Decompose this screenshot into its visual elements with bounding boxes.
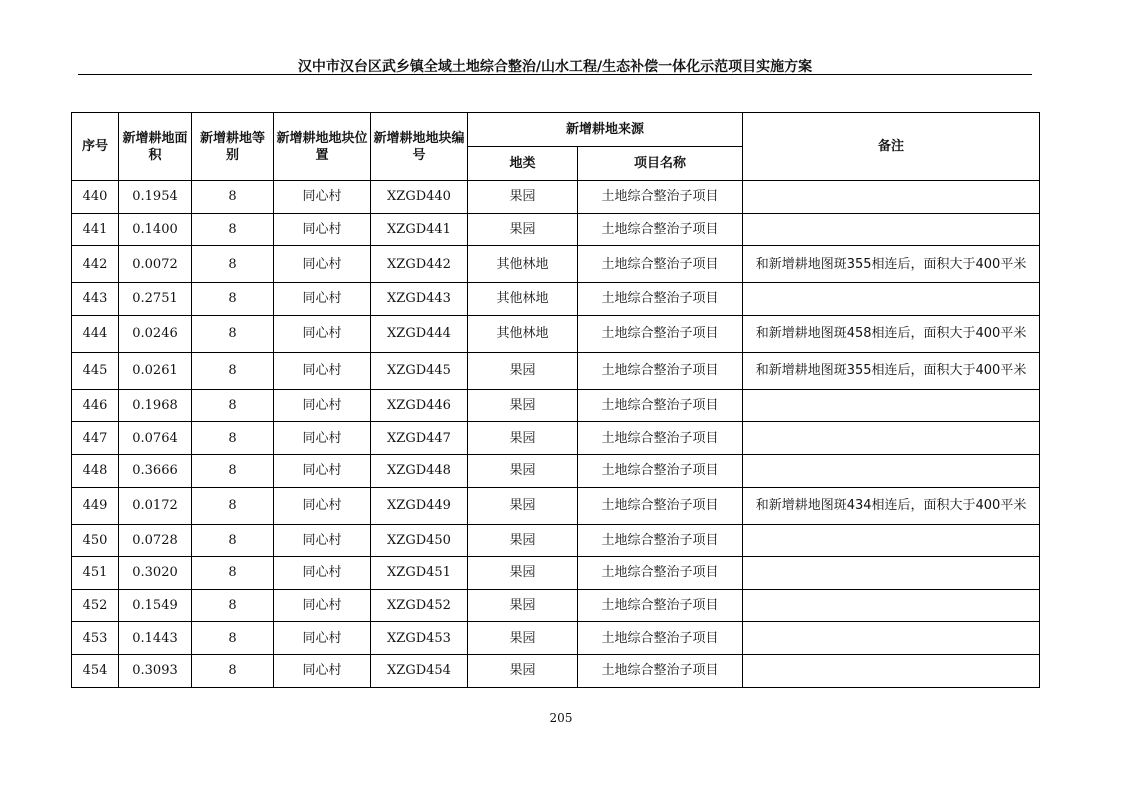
cell-remark [743, 422, 1040, 455]
cell-grade: 8 [192, 622, 274, 655]
cell-grade: 8 [192, 524, 274, 557]
cell-area: 0.1400 [119, 213, 192, 246]
cell-area: 0.0072 [119, 246, 192, 283]
cell-location: 同心村 [274, 422, 371, 455]
cell-location: 同心村 [274, 213, 371, 246]
cell-code: XZGD443 [371, 283, 468, 316]
cell-land-type: 果园 [468, 454, 578, 487]
header-code: 新增耕地地块编号 [371, 113, 468, 181]
cell-code: XZGD452 [371, 589, 468, 622]
cell-code: XZGD441 [371, 213, 468, 246]
cell-remark [743, 283, 1040, 316]
cell-grade: 8 [192, 181, 274, 214]
cell-location: 同心村 [274, 487, 371, 524]
cell-grade: 8 [192, 213, 274, 246]
cell-remark [743, 654, 1040, 687]
cell-land-type: 果园 [468, 622, 578, 655]
cell-seq: 447 [72, 422, 119, 455]
cell-seq: 443 [72, 283, 119, 316]
cell-area: 0.1954 [119, 181, 192, 214]
cell-seq: 451 [72, 557, 119, 590]
cell-location: 同心村 [274, 181, 371, 214]
cell-code: XZGD445 [371, 352, 468, 389]
cell-land-type: 果园 [468, 589, 578, 622]
cell-project: 土地综合整治子项目 [578, 622, 743, 655]
cell-area: 0.3020 [119, 557, 192, 590]
cell-code: XZGD446 [371, 389, 468, 422]
table-row [72, 246, 1040, 283]
page-header-title: 汉中市汉台区武乡镇全域土地综合整治/山水工程/生态补偿一体化示范项目实施方案 [297, 59, 813, 75]
cell-remark: 和新增耕地图斑355相连后，面积大于400平米 [743, 246, 1040, 283]
cell-project: 土地综合整治子项目 [578, 315, 743, 352]
cell-location: 同心村 [274, 315, 371, 352]
cell-remark [743, 181, 1040, 214]
cell-code: XZGD450 [371, 524, 468, 557]
cell-remark: 和新增耕地图斑434相连后，面积大于400平米 [743, 487, 1040, 524]
cell-project: 土地综合整治子项目 [578, 352, 743, 389]
cell-land-type: 其他林地 [468, 246, 578, 283]
cell-project: 土地综合整治子项目 [578, 213, 743, 246]
cell-location: 同心村 [274, 524, 371, 557]
cell-grade: 8 [192, 422, 274, 455]
cell-grade: 8 [192, 454, 274, 487]
cell-grade: 8 [192, 283, 274, 316]
cell-seq: 449 [72, 487, 119, 524]
header-remark: 备注 [743, 113, 1040, 181]
cell-seq: 454 [72, 654, 119, 687]
table-row [72, 589, 1040, 622]
cell-project: 土地综合整治子项目 [578, 181, 743, 214]
cell-remark [743, 389, 1040, 422]
header-seq: 序号 [72, 113, 119, 181]
cell-code: XZGD440 [371, 181, 468, 214]
cell-location: 同心村 [274, 589, 371, 622]
cell-project: 土地综合整治子项目 [578, 524, 743, 557]
header-project: 项目名称 [578, 147, 743, 181]
table-row [72, 654, 1040, 687]
cell-code: XZGD442 [371, 246, 468, 283]
cell-land-type: 果园 [468, 557, 578, 590]
cell-area: 0.1968 [119, 389, 192, 422]
cell-remark [743, 589, 1040, 622]
cell-seq: 448 [72, 454, 119, 487]
cell-remark: 和新增耕地图斑458相连后，面积大于400平米 [743, 315, 1040, 352]
cell-area: 0.3093 [119, 654, 192, 687]
cell-land-type: 果园 [468, 213, 578, 246]
cell-area: 0.3666 [119, 454, 192, 487]
cell-land-type: 果园 [468, 352, 578, 389]
cell-seq: 446 [72, 389, 119, 422]
cell-location: 同心村 [274, 283, 371, 316]
cell-remark [743, 213, 1040, 246]
cell-remark [743, 557, 1040, 590]
cell-code: XZGD454 [371, 654, 468, 687]
page-number: 205 [549, 711, 573, 725]
cell-remark [743, 454, 1040, 487]
cell-seq: 440 [72, 181, 119, 214]
cell-code: XZGD447 [371, 422, 468, 455]
cell-grade: 8 [192, 352, 274, 389]
cell-location: 同心村 [274, 454, 371, 487]
table-row [72, 213, 1040, 246]
cell-seq: 452 [72, 589, 119, 622]
cell-land-type: 果园 [468, 654, 578, 687]
table-row [72, 622, 1040, 655]
cell-land-type: 果园 [468, 181, 578, 214]
cell-remark [743, 622, 1040, 655]
cell-area: 0.0728 [119, 524, 192, 557]
cell-land-type: 果园 [468, 487, 578, 524]
header-source: 新增耕地来源 [468, 113, 743, 147]
cell-grade: 8 [192, 315, 274, 352]
cell-grade: 8 [192, 589, 274, 622]
table-row [72, 557, 1040, 590]
table-row [72, 487, 1040, 524]
cell-seq: 445 [72, 352, 119, 389]
cell-area: 0.1549 [119, 589, 192, 622]
table-row [72, 389, 1040, 422]
table-header-row [72, 113, 1040, 147]
cell-location: 同心村 [274, 654, 371, 687]
cell-remark: 和新增耕地图斑355相连后，面积大于400平米 [743, 352, 1040, 389]
cell-area: 0.0172 [119, 487, 192, 524]
cell-remark [743, 524, 1040, 557]
cell-project: 土地综合整治子项目 [578, 246, 743, 283]
cell-code: XZGD448 [371, 454, 468, 487]
cell-seq: 444 [72, 315, 119, 352]
table-row [72, 422, 1040, 455]
cell-project: 土地综合整治子项目 [578, 389, 743, 422]
cell-code: XZGD449 [371, 487, 468, 524]
cell-seq: 441 [72, 213, 119, 246]
cell-code: XZGD451 [371, 557, 468, 590]
cell-location: 同心村 [274, 389, 371, 422]
header-area: 新增耕地面积 [119, 113, 192, 181]
cell-land-type: 其他林地 [468, 315, 578, 352]
cell-code: XZGD444 [371, 315, 468, 352]
header-grade: 新增耕地等别 [192, 113, 274, 181]
cell-location: 同心村 [274, 622, 371, 655]
cell-project: 土地综合整治子项目 [578, 557, 743, 590]
cell-area: 0.0246 [119, 315, 192, 352]
cell-project: 土地综合整治子项目 [578, 283, 743, 316]
table-row [72, 315, 1040, 352]
header-land-type: 地类 [468, 147, 578, 181]
cell-location: 同心村 [274, 557, 371, 590]
table-row [72, 283, 1040, 316]
cell-grade: 8 [192, 389, 274, 422]
cell-project: 土地综合整治子项目 [578, 589, 743, 622]
cell-location: 同心村 [274, 246, 371, 283]
cell-project: 土地综合整治子项目 [578, 422, 743, 455]
cell-land-type: 其他林地 [468, 283, 578, 316]
cell-seq: 453 [72, 622, 119, 655]
cell-grade: 8 [192, 246, 274, 283]
cell-land-type: 果园 [468, 389, 578, 422]
header-rule [78, 74, 1032, 75]
cell-code: XZGD453 [371, 622, 468, 655]
cell-area: 0.2751 [119, 283, 192, 316]
cell-project: 土地综合整治子项目 [578, 454, 743, 487]
cell-land-type: 果园 [468, 422, 578, 455]
table-row [72, 524, 1040, 557]
cell-grade: 8 [192, 654, 274, 687]
farmland-table [71, 112, 1040, 688]
cell-seq: 450 [72, 524, 119, 557]
cell-grade: 8 [192, 557, 274, 590]
table-row [72, 454, 1040, 487]
cell-land-type: 果园 [468, 524, 578, 557]
cell-grade: 8 [192, 487, 274, 524]
cell-area: 0.0764 [119, 422, 192, 455]
cell-location: 同心村 [274, 352, 371, 389]
cell-seq: 442 [72, 246, 119, 283]
table-row [72, 181, 1040, 214]
header-location: 新增耕地地块位置 [274, 113, 371, 181]
table-row [72, 352, 1040, 389]
cell-area: 0.0261 [119, 352, 192, 389]
table-body [72, 181, 1040, 688]
cell-project: 土地综合整治子项目 [578, 654, 743, 687]
cell-area: 0.1443 [119, 622, 192, 655]
cell-project: 土地综合整治子项目 [578, 487, 743, 524]
